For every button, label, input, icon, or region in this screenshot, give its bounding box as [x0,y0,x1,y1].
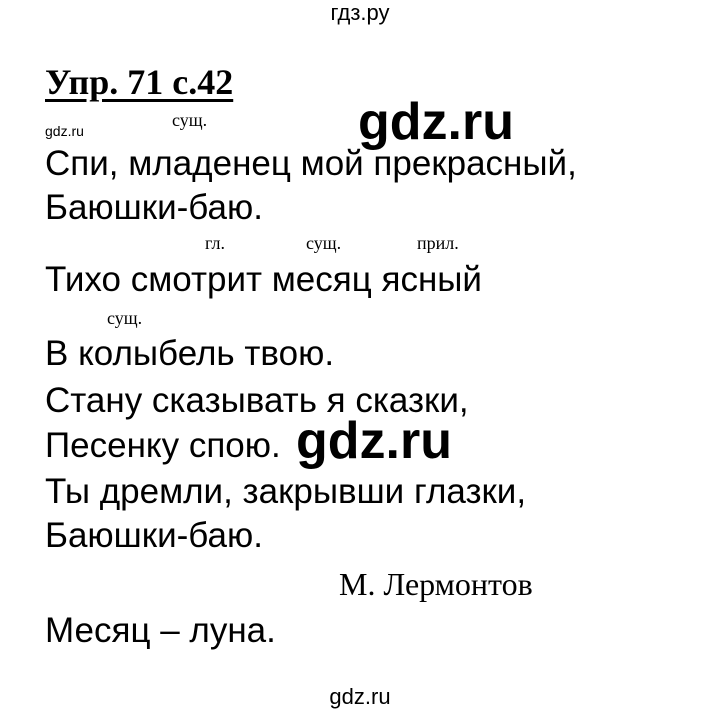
watermark-middle: gdz.ru [296,412,452,470]
poem-line-8: Баюшки-баю. [45,516,263,555]
poem-line-4: В колыбель твою. [45,334,335,373]
vocabulary-note: Месяц – луна. [45,611,276,650]
annotation-noun-3: сущ. [107,308,143,328]
poem-line-7: Ты дремли, закрывши глазки, [45,472,527,511]
annotation-noun-1: сущ. [172,110,208,130]
poem-line-3: Тихо смотрит месяц ясный [45,260,482,299]
exercise-title: Упр. 71 с.42 [45,62,234,102]
annotation-verb: гл. [205,233,225,253]
poem-line-6: Песенку спою. [45,426,281,465]
watermark-small: gdz.ru [45,123,84,139]
watermark-footer: gdz.ru [329,684,391,709]
poem-line-2: Баюшки-баю. [45,188,263,227]
poem-line-5: Стану сказывать я сказки, [45,381,469,420]
annotation-adj: прил. [417,233,459,253]
annotation-noun-2: сущ. [306,233,342,253]
poem-author: М. Лермонтов [339,566,533,602]
poem-line-1: Спи, младенец мой прекрасный, [45,144,577,183]
site-header: гдз.ру [330,0,390,25]
watermark-top: gdz.ru [358,93,514,151]
